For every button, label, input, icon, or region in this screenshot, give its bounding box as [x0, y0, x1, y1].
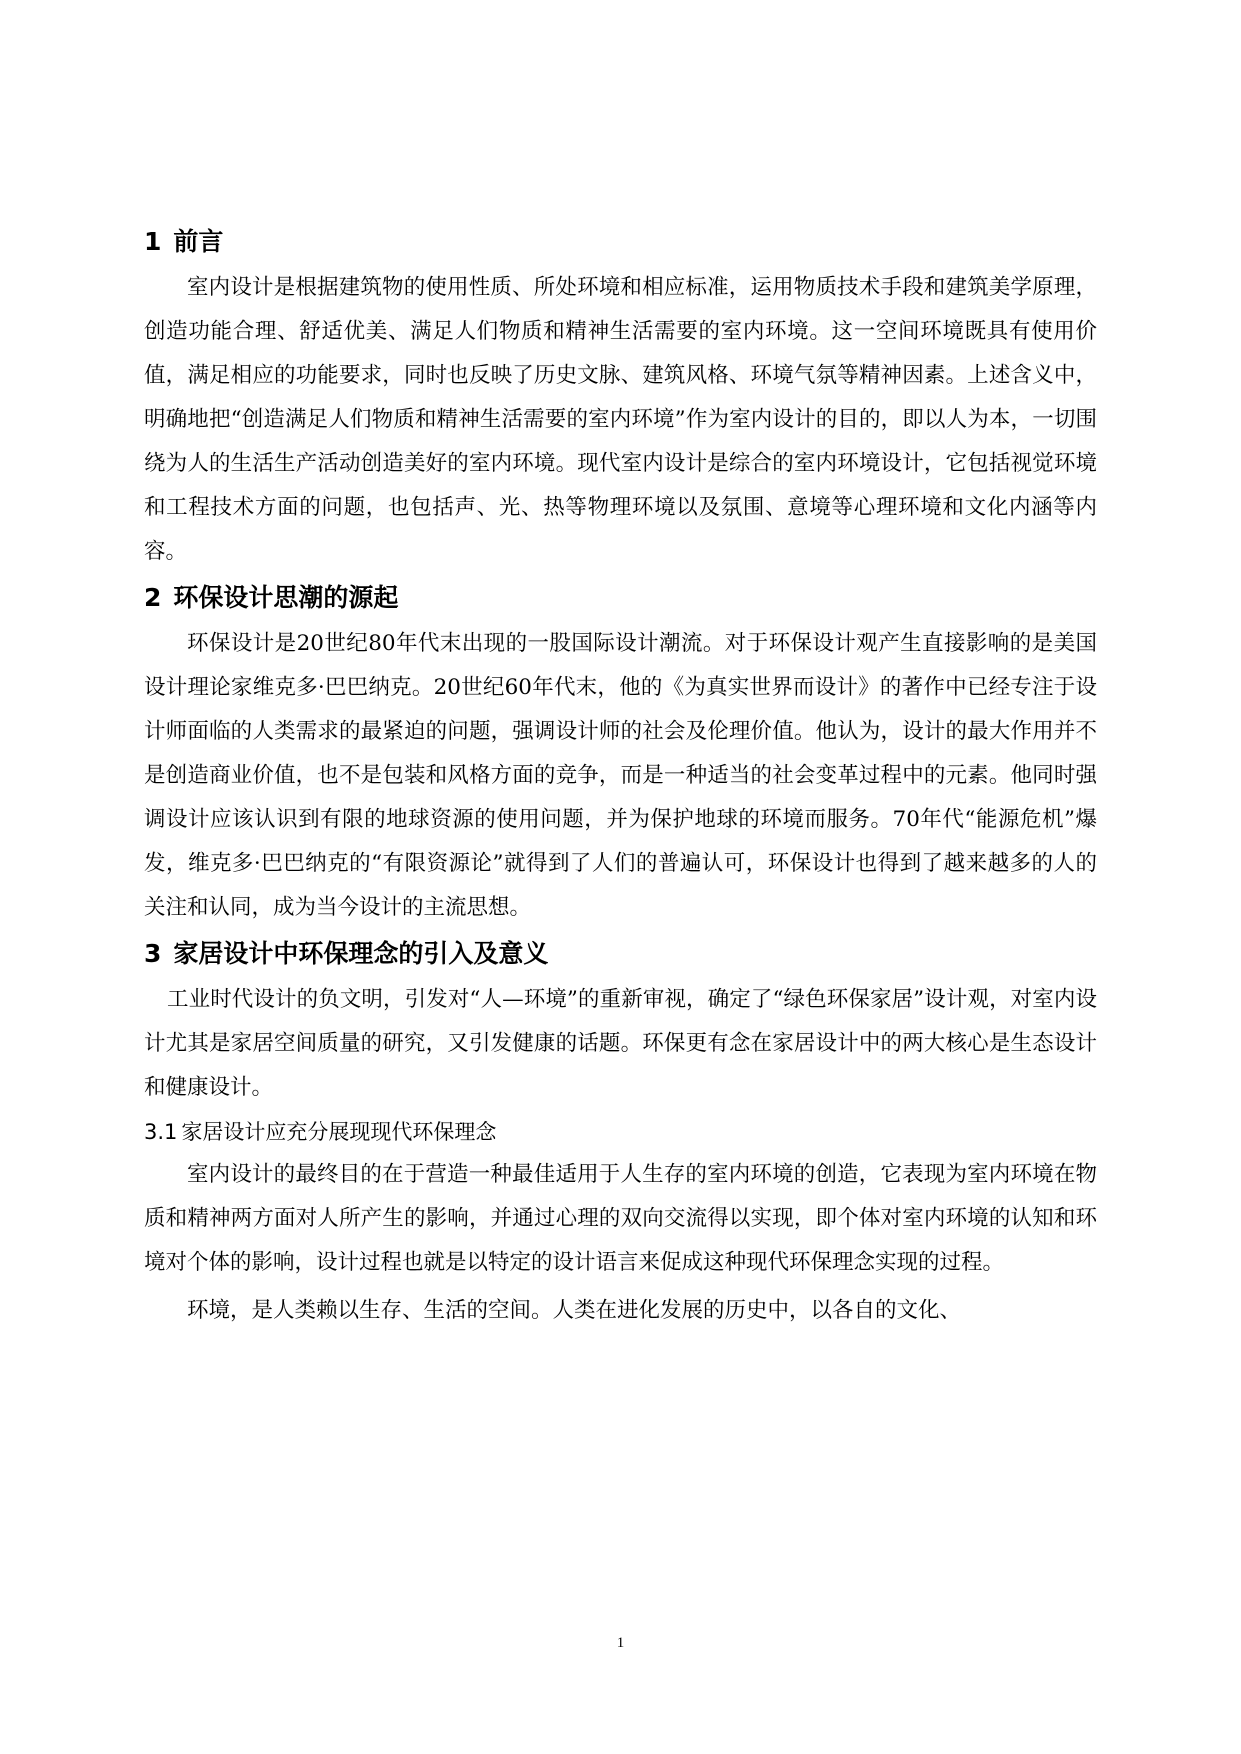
- subsection-number: 3.1: [144, 1120, 178, 1144]
- page-number: 1: [616, 1635, 625, 1651]
- subsection-heading-3-1: [144, 1113, 1097, 1151]
- paragraph: 环保设计是20世纪80年代末出现的一股国际设计潮流。对于环保设计观产生直接影响的是美国设计理论家维克多·巴巴纳克。20世纪60年代末，他的《为真实世界而设计》的著作中已经专注于设计师面临的人类需求的最紧迫的问题，强调设计师的社会及伦理价值。他认为，设计的最大作用并不是创造商业价值，也不是包装和风格方面的竞争，而是一种适当的社会变革过程中的元素。他同时强调设计应该认识到有限的地球资源的使用问题，并为保护地球的环境而服务。70年代“能源危机”爆发，维克多·巴巴纳克的“有限资源论”就得到了人们的普遍认可，环保设计也得到了越来越多的人的关注和认同，成为当今设计的主流思想。: [144, 631, 1097, 920]
- intro-first-line: 工业时代设计的负文明，引发对“人—环境”的重新审视，确定了“绿色环保家居”: [167, 987, 925, 1012]
- paragraph: 环境，是人类赖以生存、生活的空间。人类在进化发展的历史中，以各自的文化、: [187, 1298, 962, 1323]
- paragraph: 室内设计的最终目的在于营造一种最佳适用于人生存的室内环境的创造，它表现为室内环境在物质和精神两方面对人所产生的影响，并通过心理的双向交流得以实现，即个体对室内环境的认知和环境对个体的影响，设计过程也就是以特定的设计语言来促成这种现代环保理念实现的过程。: [144, 1162, 1097, 1275]
- section-heading-3: [144, 934, 1097, 974]
- section-title: 环保设计思潮的源起: [173, 583, 399, 612]
- intro-rest: 设计观，对室内设计尤其是家居空间质量的研究，又引发健康的话题。环保更有念在家居设计中的两大核心是生态设计和健康设计。: [144, 987, 1097, 1100]
- section-number: 2: [144, 583, 162, 612]
- section-heading-2: [144, 578, 1097, 618]
- section-heading-1: [144, 222, 1097, 262]
- section-number: 1: [144, 227, 162, 256]
- paragraph: 室内设计是根据建筑物的使用性质、所处环境和相应标准，运用物质技术手段和建筑美学原理，创造功能合理、舒适优美、满足人们物质和精神生活需要的室内环境。这一空间环境既具有使用价值，满足相应的功能要求，同时也反映了历史文脉、建筑风格、环境气氛等精神因素。上述含义中，明确地把“创造满足人们物质和精神生活需要的室内环境”作为室内设计的目的，即以人为本，一切围绕为人的生活生产活动创造美好的室内环境。现代室内设计是综合的室内环境设计，它包括视觉环境和工程技术方面的问题，也包括声、光、热等物理环境以及氛围、意境等心理环境和文化内涵等内容。: [144, 275, 1097, 564]
- section-title: 家居设计中环保理念的引入及意义: [173, 939, 549, 968]
- page-body: [144, 222, 1097, 1333]
- intro-paragraph: [144, 978, 1097, 1110]
- section-number: 3: [144, 939, 162, 968]
- subsection-title: 家居设计应充分展现现代环保理念: [181, 1120, 497, 1144]
- section-title: 前言: [173, 227, 224, 256]
